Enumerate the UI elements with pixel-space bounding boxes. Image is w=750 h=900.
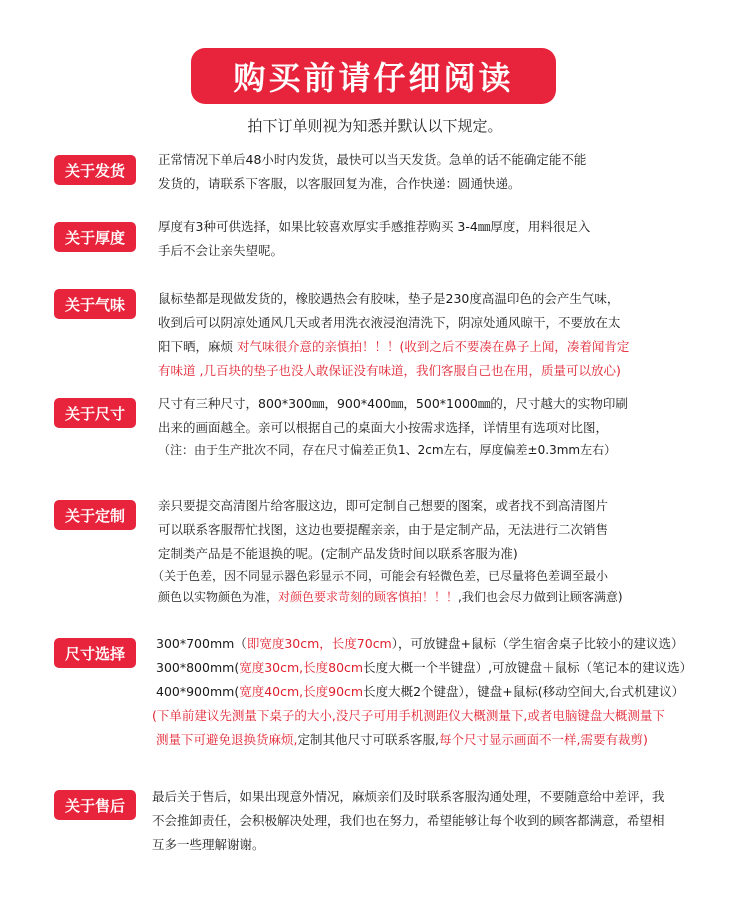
text-line: 收到后可以阴凉处通风几天或者用洗衣液浸泡清洗下，阴凉处通风晾干，不要放在太 [158,315,621,330]
section-label: 关于气味 [64,295,125,314]
section-tag-size-choice [54,638,136,668]
text-line: 出来的画面越全。亲可以根据自己的桌面大小按需求选择，详情里有选项对比图， [158,420,609,435]
text-line: 互多一些理解谢谢。 [152,837,265,852]
text-line: 发货的，请联系下客服，以客服回复为准，合作快递：圆通快递。 [158,176,521,191]
page-subtitle: 拍下订单则视为知悉并默认以下规定。 [247,117,503,135]
section-tag-custom [54,500,136,530]
text-line: 厚度有3种可供选择，如果比较喜欢厚实手感推荐购买 3-4㎜厚度，用料很足入 [158,219,591,234]
section-body-shipping [158,148,728,196]
text-line: 尺寸有三种尺寸，800*300㎜，900*400㎜，500*1000㎜的，尺寸越大的实物印刷 [158,396,628,411]
section-tag-aftersale [54,790,136,820]
size-dimension: 即宽度30cm，长度70cm [246,636,392,651]
page-title: 购买前请仔细阅读 [233,59,514,97]
size-value: 400*900mm( [156,684,240,699]
text-line: 最后关于售后，如果出现意外情况，麻烦亲们及时联系客服沟通处理，不要随意给中差评，我 [152,789,665,804]
size-note: ），可放键盘+鼠标（学生宿舍桌子比较小的建议选） [391,636,684,651]
section-body-thickness [158,215,728,263]
section-body-smell [158,287,728,383]
text-plain: 定制其他尺寸可联系客服, [297,732,439,747]
text-line: 鼠标垫都是现做发货的，橡胶遇热会有胶味，垫子是230度高温印色的会产生气味， [158,291,620,306]
text-line: （关于色差，因不同显示器色彩显示不同，可能会有轻微色差，已尽量将色差调至最小 [152,569,609,583]
section-label: 关于厚度 [64,228,125,247]
text-line: 正常情况下单后48小时内发货，最快可以当天发货。急单的话不能确定能不能 [158,152,587,167]
section-label: 关于发货 [64,161,125,180]
warning-text: 每个尺寸显示画面不一样,需要有裁剪) [438,732,648,747]
warning-text: 测量下可避免退换货麻烦, [156,732,298,747]
text-line [156,728,736,752]
size-option-400x900 [156,680,736,704]
section-tag-thickness [54,222,136,252]
size-value: 300*700mm（ [156,636,247,651]
section-label: 关于售后 [64,796,125,815]
text-line: 亲只要提交高清图片给客服这边，即可定制自己想要的图案，或者找不到高清图片 [158,498,609,513]
section-label: 尺寸选择 [64,644,125,663]
section-tag-size [54,398,136,428]
section-label: 关于尺寸 [64,404,125,423]
section-body-size-choice [152,632,736,752]
size-value: 300*800mm( [156,660,240,675]
size-dimension: 宽度30cm,长度80cm [239,660,364,675]
text-line: 可以联系客服帮忙找图，这边也要提醒亲亲，由于是定制产品，无法进行二次销售 [158,522,609,537]
warning-text: 对气味很介意的亲慎拍！！！(收到之后不要凑在鼻子上闻，凑着闻肯定 [236,339,630,354]
text-line: （注：由于生产批次不同，存在尺寸偏差正负1、2cm左右，厚度偏差±0.3mm左右） [158,443,617,457]
warning-text: 有味道 ,几百块的垫子也没人敢保证没有味道，我们客服自己也在用，质量可以放心) [158,363,621,378]
text-line: 手后不会让亲失望呢。 [158,243,284,258]
text-line [158,587,728,608]
text-plain: 阳下晒，麻烦 [158,339,237,354]
section-body-aftersale [152,785,737,857]
section-label: 关于定制 [64,506,125,525]
section-body-size [158,392,728,461]
text-line [158,335,728,359]
section-tag-smell [54,289,136,319]
size-note: 长度大概一个半键盘）,可放键盘＋鼠标（笔记本的建议选） [363,660,693,675]
section-body-custom [152,494,728,608]
text-plain: ,我们也会尽力做到让顾客满意) [458,590,623,604]
size-option-300x800 [156,656,736,680]
warning-text: 对颜色要求苛刻的顾客慎拍！！！ [278,590,459,604]
text-plain: 颜色以实物颜色为准， [158,590,279,604]
text-line: 不会推卸责任，会积极解决处理，我们也在努力，希望能够让每个收到的顾客都满意，希望相 [152,813,665,828]
size-dimension: 宽度40cm,长度90cm [239,684,364,699]
size-option-300x700 [156,632,736,656]
text-line: 定制类产品是不能退换的呢。(定制产品发货时间以联系客服为准) [158,546,518,561]
section-tag-shipping [54,155,136,185]
size-note: 长度大概2个键盘），键盘+鼠标(移动空间大,台式机建议） [363,684,685,699]
warning-text: (下单前建议先测量下桌子的大小,没尺子可用手机测距仪大概测量下,或者电脑键盘大概测量下 [152,708,665,723]
title-banner [191,48,556,104]
